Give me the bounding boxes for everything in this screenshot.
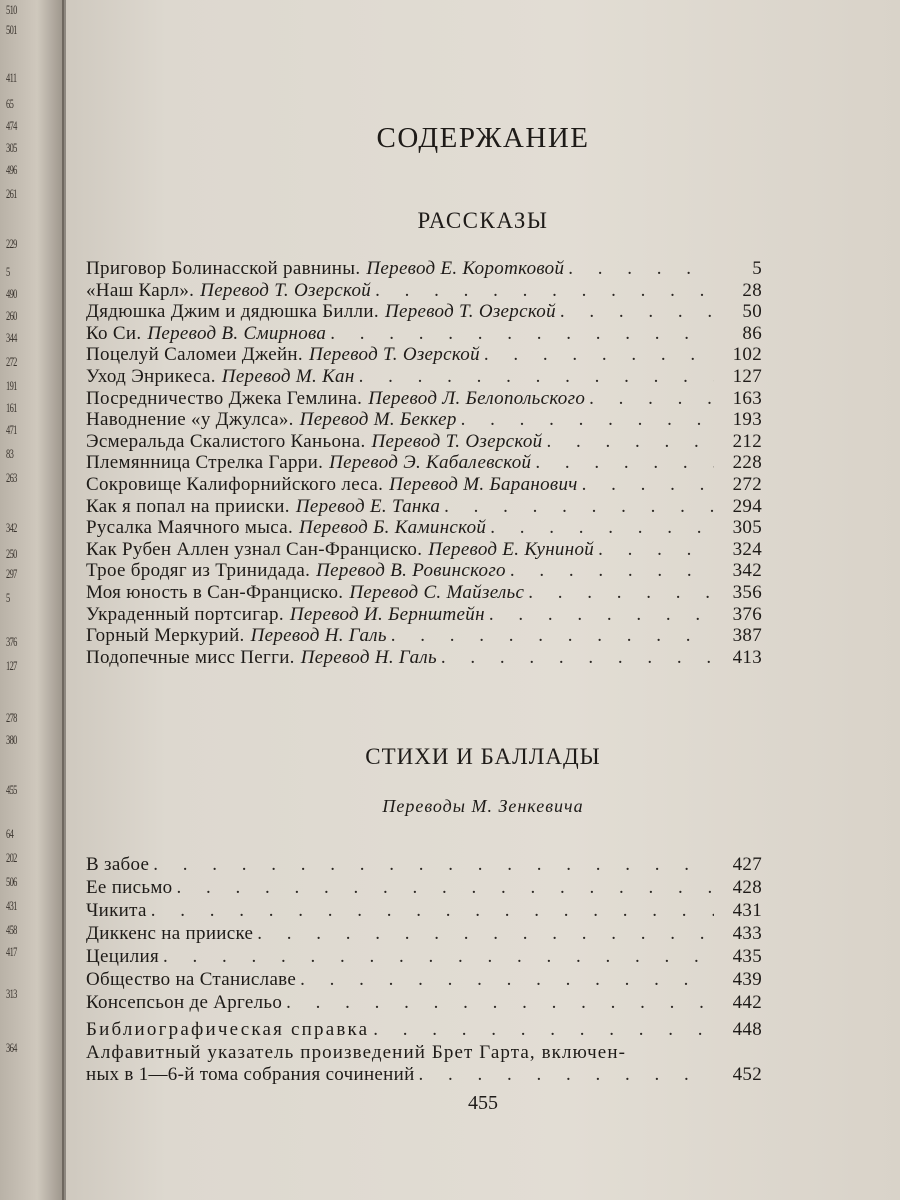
margin-number: 496 <box>6 162 17 177</box>
entry-page: 5 <box>752 258 762 279</box>
margin-number: 376 <box>6 634 17 649</box>
toc-entry <box>86 922 762 945</box>
leader-dots <box>286 991 714 1014</box>
leader-dots <box>528 582 714 604</box>
toc-entry <box>86 409 762 431</box>
margin-number: 250 <box>6 546 17 561</box>
toc-entry <box>86 323 762 345</box>
toc-entry <box>86 604 762 626</box>
entry-page: 427 <box>732 854 762 875</box>
margin-number: 471 <box>6 422 17 437</box>
toc-entry <box>86 452 762 474</box>
entry-translator: Перевод Е. Куниной <box>428 538 595 560</box>
leader-dots <box>163 945 714 968</box>
entry-translator: Перевод М. Баранович <box>389 473 578 495</box>
entry-translator: Перевод М. Кан <box>221 365 355 387</box>
margin-number: 313 <box>6 986 17 1001</box>
toc-entry <box>86 431 762 453</box>
entry-translator: Перевод М. Беккер <box>299 409 457 431</box>
book-page <box>66 0 900 1200</box>
entry-page: 50 <box>742 301 762 323</box>
margin-number: 455 <box>6 782 17 797</box>
entry-title: Как Рубен Аллен узнал Сан-Франциско. <box>86 538 423 560</box>
margin-number: 297 <box>6 566 17 581</box>
leader-dots <box>510 560 714 582</box>
entry-translator: Перевод Т. Озерской <box>384 301 556 323</box>
entry-page: 193 <box>732 409 762 431</box>
entry-page: 212 <box>732 430 762 452</box>
entry-page: 428 <box>732 877 762 898</box>
entry-title: Приговор Болинасской равнины. <box>86 258 361 279</box>
section-heading-poems: СТИХИ И БАЛЛАДЫ <box>365 744 601 769</box>
leader-dots <box>375 280 714 302</box>
entry-translator: Перевод Н. Галь <box>250 625 387 647</box>
entry-title: Чикита <box>86 900 147 921</box>
poems-list <box>86 853 762 1014</box>
entry-page: 28 <box>742 279 762 301</box>
leader-dots <box>484 344 714 366</box>
margin-number: 127 <box>6 658 17 673</box>
toc-entry <box>86 496 762 518</box>
leader-dots <box>444 496 714 518</box>
margin-number: 64 <box>6 826 14 841</box>
entry-title: Эсмеральда Скалистого Каньона. <box>86 430 366 452</box>
entry-page: 228 <box>732 452 762 474</box>
leader-dots <box>568 258 714 280</box>
margin-number: 364 <box>6 1040 17 1055</box>
entry-translator: Перевод И. Бернштейн <box>289 603 485 625</box>
entry-translator: Перевод Б. Каминской <box>299 517 487 539</box>
entry-title: Горный Меркурий. <box>86 625 245 647</box>
entry-title: Посредничество Джека Гемлина. <box>86 387 363 409</box>
toc-entry-bibliography <box>86 1019 762 1042</box>
entry-translator: Перевод Т. Озерской <box>200 279 372 301</box>
entry-page: 294 <box>732 495 762 517</box>
margin-number: 344 <box>6 330 17 345</box>
margin-number: 260 <box>6 308 17 323</box>
entry-page: 413 <box>732 646 762 668</box>
margin-number: 305 <box>6 140 17 155</box>
entry-translator: Перевод С. Майзельс <box>349 581 525 603</box>
entry-title: Поцелуй Саломеи Джейн. <box>86 344 303 366</box>
toc-entry <box>86 344 762 366</box>
entry-title: Как я попал на прииски. <box>86 495 290 517</box>
entry-title: Консепсьон де Аргельо <box>86 992 283 1013</box>
entry-title: Наводнение «у Джулса». <box>86 409 294 431</box>
entry-page: 433 <box>732 923 762 944</box>
entry-page: 442 <box>732 992 762 1013</box>
toc-entry <box>86 474 762 496</box>
page-title: СОДЕРЖАНИЕ <box>376 122 590 154</box>
entry-title: Украденный портсигар. <box>86 603 284 625</box>
entry-title: ных в 1—6-й тома собрания сочинений <box>86 1064 415 1085</box>
toc-entry <box>86 280 762 302</box>
toc-entry <box>86 876 762 899</box>
poems-translator: Переводы М. Зенкевича <box>382 796 584 816</box>
toc-entry <box>86 853 762 876</box>
entry-page: 342 <box>732 560 762 582</box>
facing-page-edge <box>0 0 64 1200</box>
toc-entry <box>86 517 762 539</box>
margin-number: 83 <box>6 446 14 461</box>
leader-dots <box>535 452 714 474</box>
leader-dots <box>153 853 714 876</box>
margin-number: 474 <box>6 118 17 133</box>
toc-entry <box>86 560 762 582</box>
margin-number: 5 <box>6 264 10 279</box>
entry-page: 127 <box>732 365 762 387</box>
entry-page: 452 <box>732 1064 762 1085</box>
leader-dots <box>598 539 714 561</box>
leader-dots <box>546 431 714 453</box>
entry-translator: Перевод Э. Кабалевской <box>329 452 532 474</box>
margin-number: 431 <box>6 898 17 913</box>
entry-page: 305 <box>732 517 762 539</box>
entry-translator: Перевод Л. Белопольского <box>368 387 586 409</box>
entry-translator: Перевод Т. Озерской <box>308 344 480 366</box>
margin-number: 501 <box>6 22 17 37</box>
entry-title: Сокровище Калифорнийского леса. <box>86 473 384 495</box>
entry-translator: Перевод Н. Галь <box>300 646 437 668</box>
entry-page: 86 <box>742 322 762 344</box>
entry-title: Дядюшка Джим и дядюшка Билли. <box>86 301 379 323</box>
leader-dots <box>257 922 714 945</box>
entry-title: Общество на Станиславе <box>86 969 297 990</box>
toc-entry <box>86 301 762 323</box>
entry-translator: Перевод В. Ровинского <box>316 560 506 582</box>
margin-number: 5 <box>6 590 10 605</box>
page-number: 455 <box>468 1092 498 1114</box>
toc-entry <box>86 945 762 968</box>
margin-number: 510 <box>6 2 17 17</box>
leader-dots <box>441 647 714 669</box>
entry-title: Моя юность в Сан-Франциско. <box>86 581 344 603</box>
entry-title: Алфавитный указатель произведений Брет Гарта, включен- <box>86 1041 627 1063</box>
entry-title: Трое бродяг из Тринидада. <box>86 560 311 582</box>
section-heading-stories: РАССКАЗЫ <box>417 208 549 233</box>
stories-list <box>86 258 762 668</box>
entry-translator: Перевод Е. Коротковой <box>366 258 565 279</box>
entry-translator: Перевод В. Смирнова <box>147 322 327 344</box>
margin-number: 263 <box>6 470 17 485</box>
toc-entry-index-line1 <box>86 1042 762 1065</box>
toc-entry <box>86 258 762 280</box>
entry-page: 431 <box>732 900 762 921</box>
entry-title: Подопечные мисс Пегги. <box>86 646 295 668</box>
entry-title: Уход Энрикеса. <box>86 365 216 387</box>
leader-dots <box>391 625 714 647</box>
toc-entry <box>86 899 762 922</box>
entry-title: Библиографическая справка <box>86 1019 370 1040</box>
margin-number: 458 <box>6 922 17 937</box>
entry-page: 387 <box>732 625 762 647</box>
margin-number: 161 <box>6 400 17 415</box>
leader-dots <box>589 388 714 410</box>
entry-translator: Перевод Е. Танка <box>295 495 441 517</box>
margin-number: 65 <box>6 96 14 111</box>
margin-number: 506 <box>6 874 17 889</box>
leader-dots <box>330 323 714 345</box>
entry-page: 448 <box>732 1019 762 1040</box>
entry-translator: Перевод Т. Озерской <box>371 430 543 452</box>
toc-entry <box>86 625 762 647</box>
margin-number: 490 <box>6 286 17 301</box>
leader-dots <box>373 1019 714 1042</box>
toc-entry <box>86 647 762 669</box>
entry-title: В забое <box>86 854 150 875</box>
entry-page: 435 <box>732 946 762 967</box>
entry-title: Ее письмо <box>86 877 173 898</box>
entry-page: 272 <box>732 473 762 495</box>
entry-page: 356 <box>732 581 762 603</box>
entry-title: Русалка Маячного мыса. <box>86 517 294 539</box>
margin-number: 229 <box>6 236 17 251</box>
appendix-list <box>86 1019 762 1087</box>
margin-number: 202 <box>6 850 17 865</box>
margin-number: 342 <box>6 520 17 535</box>
entry-title: Ко Си. <box>86 322 142 344</box>
leader-dots <box>419 1064 714 1087</box>
leader-dots <box>176 876 714 899</box>
leader-dots <box>151 899 714 922</box>
margin-number: 261 <box>6 186 17 201</box>
leader-dots <box>300 968 714 991</box>
leader-dots <box>582 474 714 496</box>
toc-entry-index-line2 <box>86 1064 762 1087</box>
toc-entry <box>86 539 762 561</box>
entry-title: «Наш Карл». <box>86 279 195 301</box>
entry-page: 102 <box>732 344 762 366</box>
margin-number: 417 <box>6 944 17 959</box>
toc-entry <box>86 968 762 991</box>
margin-number: 411 <box>6 70 17 85</box>
entry-page: 376 <box>732 603 762 625</box>
entry-title: Племянница Стрелка Гарри. <box>86 452 324 474</box>
entry-title: Диккенс на прииске <box>86 923 254 944</box>
margin-number: 278 <box>6 710 17 725</box>
toc-entry <box>86 388 762 410</box>
leader-dots <box>461 409 714 431</box>
toc-entry <box>86 366 762 388</box>
margin-number: 380 <box>6 732 17 747</box>
toc-entry <box>86 582 762 604</box>
margin-number: 272 <box>6 354 17 369</box>
leader-dots <box>490 517 714 539</box>
leader-dots <box>489 604 714 626</box>
entry-page: 163 <box>732 387 762 409</box>
leader-dots <box>359 366 714 388</box>
leader-dots <box>560 301 714 323</box>
margin-number: 191 <box>6 378 17 393</box>
entry-page: 439 <box>732 969 762 990</box>
entry-page: 324 <box>732 538 762 560</box>
entry-title: Цецилия <box>86 946 159 967</box>
toc-entry <box>86 991 762 1014</box>
